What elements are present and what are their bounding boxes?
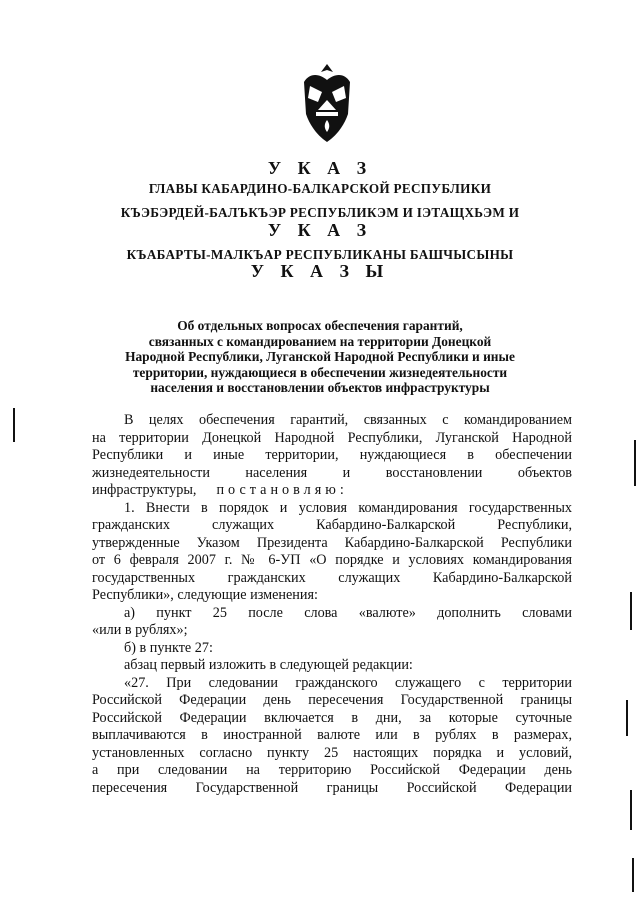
title-line: связанных с командированием на территории Донецкой bbox=[148, 333, 492, 349]
body-line: на территории Донецкой Народной Республики, Луганской Народной bbox=[92, 429, 572, 446]
body-line: гражданских служащих Кабардино-Балкарской Республики, bbox=[92, 517, 572, 533]
header-line-3: КЪАБАРТЫ-МАЛКЪАР РЕСПУБЛИКАНЫ БАШЧЫСЫНЫ bbox=[126, 247, 514, 262]
header-ukaz-1: У К А З bbox=[267, 158, 373, 178]
header-ukaz-2: У К А З bbox=[267, 220, 373, 240]
body-line: пересечения Государственной границы Российской Федерации bbox=[92, 779, 572, 796]
body-line: абзац первый изложить в следующей редакции: bbox=[124, 657, 413, 673]
body-line: жизнедеятельности населения и восстановлении объектов bbox=[92, 464, 572, 481]
body-line: В целях обеспечения гарантий, связанных с командированием bbox=[124, 412, 572, 428]
title-line: территории, нуждающиеся в обеспечении жизнедеятельности bbox=[132, 364, 508, 380]
body-line: «или в рублях»; bbox=[92, 622, 188, 638]
body-line: а) пункт 25 после слова «валюте» дополнить словами bbox=[124, 604, 572, 621]
body-line: выплачиваются в иностранной валюте или в рублях в размерах, bbox=[92, 727, 572, 743]
decree-body bbox=[92, 412, 572, 797]
body-line: 1. Внести в порядок и условия командирования государственных bbox=[124, 499, 572, 516]
header-line-1: ГЛАВЫ КАБАРДИНО-БАЛКАРСКОЙ РЕСПУБЛИКИ bbox=[148, 181, 492, 196]
body-line: Российской Федерации день пересечения Государственной границы bbox=[92, 692, 572, 708]
title-line: населения и восстановлении объектов инфраструктуры bbox=[150, 380, 490, 396]
scan-edge-mark bbox=[626, 700, 628, 736]
coat-of-arms-emblem bbox=[300, 62, 354, 144]
body-line: «27. При следовании гражданского служащего с территории bbox=[124, 674, 572, 691]
decree-verb: постановляю: bbox=[216, 482, 348, 498]
title-line: Об отдельных вопросах обеспечения гарантий, bbox=[177, 318, 463, 333]
scan-edge-mark bbox=[634, 440, 636, 486]
scan-edge-mark bbox=[13, 408, 15, 442]
header-line-2: КЪЭБЭРДЕЙ-БАЛЪКЪЭР РЕСПУБЛИКЭМ И ІЭТАЩХЬЭМ И bbox=[120, 205, 520, 220]
body-line: установленных согласно пункту 25 настоящих порядка и условий, bbox=[92, 744, 572, 761]
body-line: Республики», следующие изменения: bbox=[92, 587, 318, 603]
body-line bbox=[92, 482, 572, 500]
title-line: Народной Республики, Луганской Народной Республики и иные bbox=[125, 349, 515, 365]
body-line: Российской Федерации включается в дни, за которые суточные bbox=[92, 709, 572, 726]
scan-edge-mark bbox=[630, 592, 632, 630]
scan-edge-mark bbox=[632, 858, 634, 892]
eagle-icon bbox=[300, 62, 354, 144]
header-ukaz-3: У К А З Ы bbox=[250, 261, 390, 281]
body-line: от 6 февраля 2007 г. № 6-УП «О порядке и условиях командирования bbox=[92, 552, 572, 568]
body-line: Республики и иные территории, нуждающиеся в обеспечении bbox=[92, 447, 572, 463]
body-line: государственных гражданских служащих Кабардино-Балкарской bbox=[92, 569, 572, 586]
scan-edge-mark bbox=[630, 790, 632, 830]
body-line: утвержденные Указом Президента Кабардино-Балкарской Республики bbox=[92, 534, 572, 551]
body-line: а при следовании на территорию Российской Федерации день bbox=[92, 762, 572, 778]
decree-title bbox=[92, 318, 548, 396]
body-line: б) в пункте 27: bbox=[124, 639, 213, 656]
body-text: инфраструктуры, bbox=[92, 482, 197, 498]
